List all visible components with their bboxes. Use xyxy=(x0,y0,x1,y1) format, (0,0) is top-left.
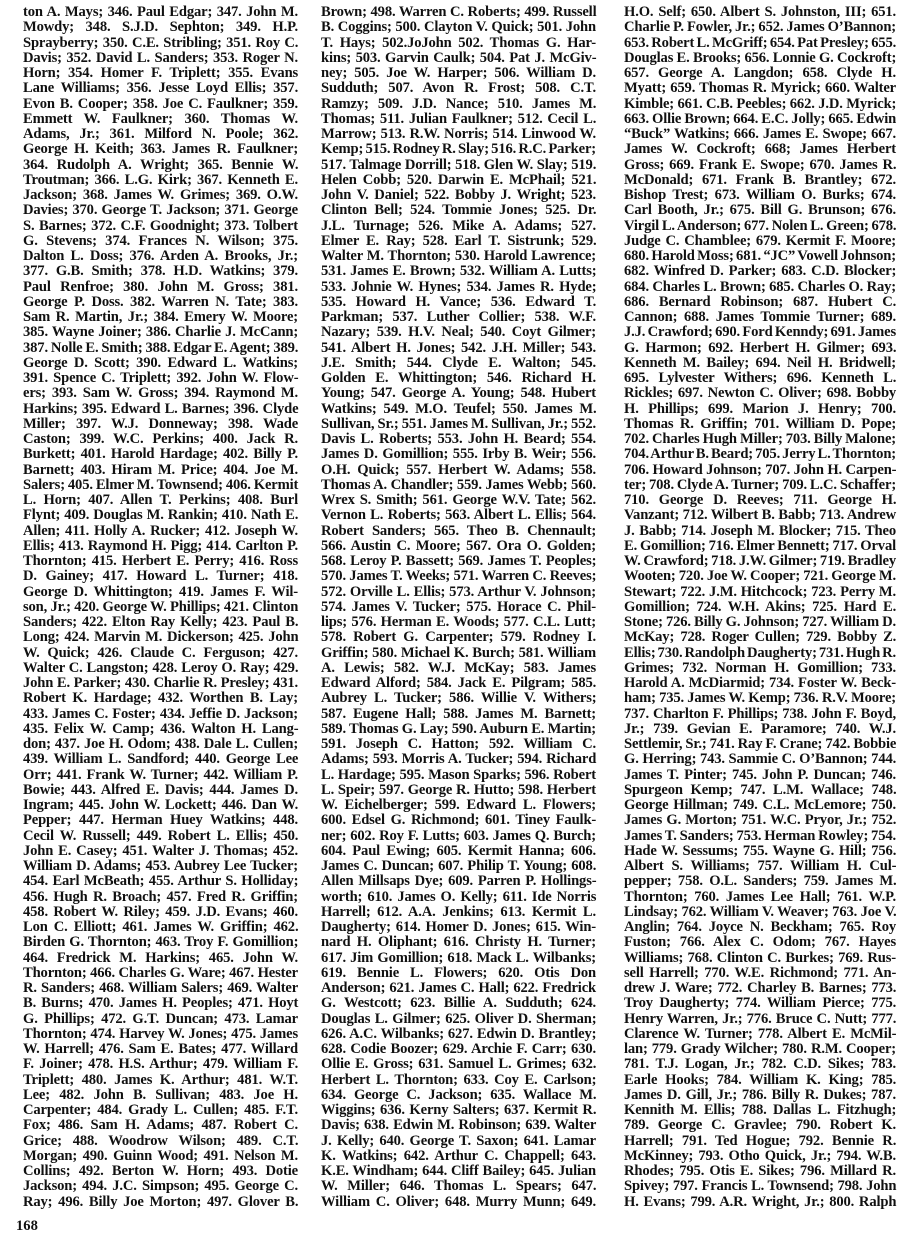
text-line: Ingram; 445. John W. Lockett; 446. Dan W. xyxy=(23,797,299,813)
text-line: Long; 424. Marvin M. Dickerson; 425. John xyxy=(23,629,299,646)
text-line: G. Herring; 743. Sammie C. O’Bannon; 744. xyxy=(624,751,897,768)
text-line: John E. Casey; 451. Walter J. Thomas; 452. xyxy=(23,842,298,859)
text-line: Wiggins; 636. Kerny Salters; 637. Kermit R. xyxy=(321,1102,597,1118)
text-line: 684. Charles L. Brown; 685. Charles O. Ray; xyxy=(624,278,896,295)
text-line: Rickles; 697. Newton C. Oliver; 698. Bobby xyxy=(624,385,897,402)
text-line: Carl Booth, Jr.; 675. Bill G. Brunson; 676. xyxy=(624,202,896,219)
text-line: Myatt; 659. Thomas R. Myrick; 660. Walter xyxy=(624,80,896,97)
text-line: 566. Austin C. Moore; 567. Ora O. Golden; xyxy=(321,537,596,554)
text-line: D. Gainey; 417. Howard L. Turner; 418. xyxy=(23,568,299,585)
text-line: Sanders; 422. Elton Ray Kelly; 423. Paul B. xyxy=(23,614,299,630)
text-line: 391. Spence C. Triplett; 392. John W. Flow- xyxy=(23,370,299,386)
text-line: Davies; 370. George T. Jackson; 371. George xyxy=(23,202,298,219)
text-line: Kimble; 661. C.B. Peebles; 662. J.D. Myrick; xyxy=(624,95,897,112)
text-line: 619. Bennie L. Flowers; 620. Otis Don xyxy=(321,964,596,981)
text-line: G. Phillips; 472. G.T. Duncan; 473. Lamar xyxy=(23,1010,298,1027)
text-line: K. Watkins; 642. Arthur C. Chappell; 643. xyxy=(321,1147,596,1164)
text-line: Walter C. Langston; 428. Leroy O. Ray; 429. xyxy=(23,659,299,676)
text-line: George H. Keith; 363. James R. Faulkner; xyxy=(23,141,299,158)
text-line: Orr; 441. Frank W. Turner; 442. William P. xyxy=(23,766,298,783)
text-line: Williams; 768. Clinton C. Burkes; 769. Rus- xyxy=(624,949,896,966)
text-line: L. Speir; 597. George R. Hutto; 598. Herbert xyxy=(321,781,596,798)
text-line: J.E. Smith; 544. Clyde E. Walton; 545. xyxy=(321,354,596,371)
text-line: 377. G.B. Smith; 378. H.D. Watkins; 379. xyxy=(23,263,298,280)
text-line: 589. Thomas G. Lay; 590. Auburn E. Martin; xyxy=(321,720,597,737)
text-line: James W. Cockroft; 668; James Herbert xyxy=(624,141,896,158)
text-line: 634. George C. Jackson; 635. Wallace M. xyxy=(321,1086,597,1103)
text-line: 458. Robert W. Riley; 459. J.D. Evans; 460. xyxy=(23,903,298,920)
text-line: Paul Renfroe; 380. John M. Gross; 381. xyxy=(23,278,298,295)
text-line: 454. Earl McBeath; 455. Arthur S. Holliday; xyxy=(23,873,299,890)
text-line: Horn; 354. Homer F. Triplett; 355. Evans xyxy=(23,65,299,81)
text-line: Sudduth; 507. Avon R. Frost; 508. C.T. xyxy=(321,80,596,97)
text-line: 653. Robert L. McGriff; 654. Pat Presley; 655. xyxy=(624,34,897,51)
text-line: Davis L. Roberts; 553. John H. Beard; 554. xyxy=(321,431,596,447)
page-number: 168 xyxy=(16,1218,38,1234)
text-line: Pepper; 447. Herman Huey Watkins; 448. xyxy=(23,812,298,829)
text-line: Davis; 352. David L. Sanders; 353. Roger N. xyxy=(23,49,298,66)
text-line: Wrex S. Smith; 561. George W.V. Tate; 562. xyxy=(321,492,596,508)
text-line: Spivey; 797. Francis L. Townsend; 798. John xyxy=(624,1178,897,1195)
text-line: 433. James C. Foster; 434. Jeffie D. Jackson; xyxy=(23,705,298,722)
text-line: William D. Adams; 453. Aubrey Lee Tucker; xyxy=(23,858,298,874)
text-line: 435. Felix W. Camp; 436. Walton H. Lang- xyxy=(23,720,299,737)
text-line: W. Quick; 426. Claude C. Ferguson; 427. xyxy=(23,644,299,661)
text-line: T. Hays; 502.JoJohn 502. Thomas G. Har- xyxy=(321,34,596,51)
text-line: 387. Nolle E. Smith; 388. Edgar E. Agent; 389. xyxy=(23,339,299,356)
text-line: Salers; 405. Elmer M. Townsend; 406. Kermit xyxy=(23,476,299,493)
text-line: F. Joiner; 478. H.S. Arthur; 479. William F. xyxy=(23,1056,299,1073)
text-line: Miller; 397. W.J. Donneway; 398. Wade xyxy=(23,415,299,432)
text-line: L. Horn; 407. Allen T. Perkins; 408. Burl xyxy=(23,492,298,508)
text-line: 385. Wayne Joiner; 386. Charlie J. McCann; xyxy=(23,324,299,341)
text-line: James T. Pinter; 745. John P. Duncan; 746. xyxy=(624,766,896,783)
text-line: 686. Bernard Robinson; 687. Hubert C. xyxy=(624,293,897,310)
text-line: Emmett W. Faulkner; 360. Thomas W. xyxy=(23,110,298,127)
text-line: K.E. Windham; 644. Cliff Bailey; 645. Julian xyxy=(321,1163,596,1179)
text-line: Thomas R. Griffin; 701. William D. Pope; xyxy=(624,415,897,432)
text-line: George D. Whittington; 419. James F. Wil- xyxy=(23,583,298,600)
text-line: Allen; 411. Holly A. Rucker; 412. Joseph W. xyxy=(23,522,298,539)
text-line: Herbert L. Thornton; 633. Coy E. Carlson; xyxy=(321,1071,597,1088)
text-line: W. Crawford; 718. J.W. Gilmer; 719. Bradley xyxy=(624,553,896,569)
text-line: 517. Talmage Dorrill; 518. Glen W. Slay; 519. xyxy=(321,156,597,173)
text-line: 702. Charles Hugh Miller; 703. Billy Malone; xyxy=(624,431,896,447)
text-line: Gomillion; 724. W.H. Akins; 725. Hard E. xyxy=(624,598,897,615)
text-line: 531. James E. Brown; 532. William A. Lutts; xyxy=(321,263,597,280)
text-line: George Hillman; 749. C.L. McLemore; 750. xyxy=(624,797,896,813)
text-line: Elmer E. Ray; 528. Earl T. Sistrunk; 529. xyxy=(321,232,597,249)
text-line: Earle Hooks; 784. William K. King; 785. xyxy=(624,1071,897,1088)
text-line: Troutman; 366. L.G. Kirk; 367. Kenneth E. xyxy=(23,171,298,188)
text-line: ney; 505. Joe W. Harper; 506. William D. xyxy=(321,65,597,81)
text-line: 533. Johnie W. Hynes; 534. James R. Hyde; xyxy=(321,278,597,295)
text-line: Virgil L. Anderson; 677. Nolen L. Green; 678. xyxy=(624,217,897,234)
text-line: ter; 708. Clyde A. Turner; 709. L.C. Schaffer; xyxy=(624,476,897,493)
text-line: 617. Jim Gomillion; 618. Mack L. Wilbanks; xyxy=(321,949,596,966)
text-line: McDonald; 671. Frank B. Brantley; 672. xyxy=(624,171,896,188)
text-line: Young; 547. George A. Young; 548. Hubert xyxy=(321,385,596,402)
text-line: 737. Charlton F. Phillips; 738. John F. Boyd, xyxy=(624,705,896,722)
text-line: Judge C. Chamblee; 679. Kermit F. Moore; xyxy=(624,232,896,249)
text-line: 535. Howard H. Vance; 536. Edward T. xyxy=(321,293,597,310)
text-line: Harrell; 791. Ted Hogue; 792. Bennie R. xyxy=(624,1132,897,1149)
text-line: Burkett; 401. Harold Hardage; 402. Billy P. xyxy=(23,446,298,463)
text-line: Albert S. Williams; 757. William H. Cul- xyxy=(624,858,897,874)
text-line: J. Kelly; 640. George T. Saxon; 641. Lamar xyxy=(321,1132,596,1149)
text-line: 364. Rudolph A. Wright; 365. Bennie W. xyxy=(23,156,299,173)
text-line: G. Westcott; 623. Billie A. Sudduth; 624. xyxy=(321,995,596,1012)
text-line: lips; 576. Herman E. Woods; 577. C.L. Lutt; xyxy=(321,614,596,630)
text-line: George D. Scott; 390. Edward L. Watkins; xyxy=(23,354,298,371)
text-line: 572. Orville L. Ellis; 573. Arthur V. Johnson; xyxy=(321,583,596,600)
text-column-3 xyxy=(624,5,896,1210)
text-line: McKay; 728. Roger Cullen; 729. Bobby Z. xyxy=(624,629,897,646)
text-line: Jackson; 494. J.C. Simpson; 495. George C. xyxy=(23,1178,298,1195)
text-line: 587. Eugene Hall; 588. James M. Barnett; xyxy=(321,705,596,722)
text-line: don; 437. Joe H. Odom; 438. Dale L. Cullen; xyxy=(23,736,299,752)
text-line: Collins; 492. Berton W. Horn; 493. Dotie xyxy=(23,1163,298,1179)
text-line: Marrow; 513. R.W. Norris; 514. Linwood W. xyxy=(321,126,596,142)
text-line: Walter M. Thornton; 530. Harold Lawrence; xyxy=(321,248,596,264)
text-line: Jackson; 368. James W. Grimes; 369. O.W. xyxy=(23,187,298,203)
text-line: Anderson; 621. James C. Hall; 622. Fredrick xyxy=(321,980,596,996)
text-line: Jr.; 739. Gevian E. Paramore; 740. W.J. xyxy=(624,720,896,737)
text-line: 591. Joseph C. Hatton; 592. William C. xyxy=(321,736,597,752)
text-line: James D. Gomillion; 555. Irby B. Weir; 556. xyxy=(321,446,596,463)
text-line: 663. Ollie Brown; 664. E.C. Jolly; 665. Edwin xyxy=(624,110,897,127)
text-line: J. Babb; 714. Joseph M. Blocker; 715. Theo xyxy=(624,522,896,539)
text-line: Caston; 399. W.C. Perkins; 400. Jack R. xyxy=(23,431,298,447)
text-line: Settlemir, Sr.; 741. Ray F. Crane; 742. Bobbie xyxy=(624,736,897,752)
text-line: Nazary; 539. H.V. Neal; 540. Coyt Gilmer; xyxy=(321,324,597,341)
text-line: L. Hardage; 595. Mason Sparks; 596. Robert xyxy=(321,766,596,783)
text-line: 600. Edsel G. Richmond; 601. Tiney Faulk- xyxy=(321,812,597,829)
text-line: James C. Duncan; 607. Philip T. Young; 608. xyxy=(321,858,597,874)
text-line: Brown; 498. Warren C. Roberts; 499. Russell xyxy=(321,4,597,20)
text-line: 570. James T. Weeks; 571. Warren C. Reeves; xyxy=(321,568,597,585)
text-line: ton A. Mays; 346. Paul Edgar; 347. John M. xyxy=(23,4,298,20)
text-line: Bowie; 443. Alfred E. Davis; 444. James D. xyxy=(23,781,298,798)
text-line: Henry Warren, Jr.; 776. Bruce C. Nutt; 777. xyxy=(624,1010,897,1027)
text-line: 781. T.J. Logan, Jr.; 782. C.D. Sikes; 783. xyxy=(624,1056,896,1073)
text-line: 680. Harold Moss; 681. “JC” Vowell Johnson; xyxy=(624,248,896,264)
text-line: sell Harrell; 770. W.E. Richmond; 771. An- xyxy=(624,964,897,981)
text-line: J.J. Crawford; 690. Ford Kenndy; 691. James xyxy=(624,324,896,341)
text-line: Lee; 482. John B. Sullivan; 483. Joe H. xyxy=(23,1086,298,1103)
text-line: Parkman; 537. Luther Collier; 538. W.F. xyxy=(321,309,596,325)
text-line: Stewart; 722. J.M. Hitchcock; 723. Perry M. xyxy=(624,583,896,600)
text-line: Ellis; 413. Raymond H. Pigg; 414. Carlton P. xyxy=(23,537,298,554)
text-line: ner; 602. Roy F. Lutts; 603. James Q. Burch; xyxy=(321,827,596,844)
text-line: W. Harrell; 476. Sam E. Bates; 477. Willard xyxy=(23,1041,298,1057)
text-line: Lindsay; 762. William V. Weaver; 763. Joe V. xyxy=(624,903,897,920)
text-line: Thomas A. Chandler; 559. James Webb; 560. xyxy=(321,476,596,493)
text-line: James D. Gill, Jr.; 786. Billy R. Dukes; 787. xyxy=(624,1086,896,1103)
text-line: 657. George A. Langdon; 658. Clyde H. xyxy=(624,65,896,81)
text-line: Kennith M. Ellis; 788. Dallas L. Fitzhugh; xyxy=(624,1102,897,1118)
text-line: Mowdy; 348. S.J.D. Sephton; 349. H.P. xyxy=(23,19,298,36)
text-line: Daugherty; 614. Homer D. Jones; 615. Win- xyxy=(321,919,596,935)
text-line: lan; 779. Grady Wilcher; 780. R.M. Cooper; xyxy=(624,1041,896,1057)
text-column-1 xyxy=(23,5,298,1210)
text-line: Ollie E. Gross; 631. Samuel L. Grimes; 632. xyxy=(321,1056,597,1073)
text-line: Rhodes; 795. Otis E. Sikes; 796. Millard R. xyxy=(624,1163,896,1179)
text-line: Thomas; 511. Julian Faulkner; 512. Cecil L. xyxy=(321,110,597,127)
text-line: Thornton; 474. Harvey W. Jones; 475. James xyxy=(23,1025,299,1042)
text-line: Douglas L. Gilmer; 625. Oliver D. Sherman; xyxy=(321,1010,597,1027)
text-line: Vernon L. Roberts; 563. Albert L. Ellis; 564. xyxy=(321,507,596,524)
text-column-2 xyxy=(321,5,596,1210)
text-line: worth; 610. James O. Kelly; 611. Ide Norris xyxy=(321,888,597,905)
text-line: 541. Albert H. Jones; 542. J.H. Miller; 543. xyxy=(321,339,596,356)
text-line: kins; 503. Garvin Caulk; 504. Pat J. McGiv- xyxy=(321,49,597,66)
text-line: Sprayberry; 350. C.E. Stribling; 351. Roy C. xyxy=(23,34,299,51)
text-line: Watkins; 549. M.O. Teufel; 550. James M. xyxy=(321,400,597,417)
text-line: 628. Codie Boozer; 629. Archie F. Carr; 630. xyxy=(321,1041,596,1057)
text-line: Allen Millsaps Dye; 609. Parren P. Hollings- xyxy=(321,873,597,890)
text-line: Wooten; 720. Joe W. Cooper; 721. George M. xyxy=(624,568,896,585)
text-line: Grice; 488. Woodrow Wilson; 489. C.T. xyxy=(23,1132,299,1149)
text-line: Golden E. Whittington; 546. Richard H. xyxy=(321,370,596,386)
text-line: Gross; 669. Frank E. Swope; 670. James R. xyxy=(624,156,897,173)
text-line: Fox; 486. Sam H. Adams; 487. Robert C. xyxy=(23,1117,298,1134)
text-line: Kenneth M. Bailey; 694. Neil H. Bridwell; xyxy=(624,354,896,371)
text-line: Charlie P. Fowler, Jr.; 652. James O’Bannon; xyxy=(624,19,896,36)
text-line: Clarence W. Turner; 778. Albert E. McMil- xyxy=(624,1025,897,1042)
text-line: ers; 393. Sam W. Gross; 394. Raymond M. xyxy=(23,385,298,402)
text-line: W. Eichelberger; 599. Edward L. Flowers; xyxy=(321,797,596,813)
text-line: Thornton; 760. James Lee Hall; 761. W.P. xyxy=(624,888,896,905)
text-line: pepper; 758. O.L. Sanders; 759. James M. xyxy=(624,873,897,890)
text-line: Cannon; 688. James Tommie Turner; 689. xyxy=(624,309,896,325)
text-line: John E. Parker; 430. Charlie R. Presley; 431. xyxy=(23,675,298,691)
text-line: John V. Daniel; 522. Bobby J. Wright; 523. xyxy=(321,187,596,203)
text-line: Birden G. Thornton; 463. Troy F. Gomillion; xyxy=(23,934,299,951)
text-line: Kemp; 515. Rodney R. Slay; 516. R.C. Parker; xyxy=(321,141,596,158)
text-line: 456. Hugh R. Broach; 457. Fred R. Griffin; xyxy=(23,888,298,905)
text-line: Evon B. Cooper; 358. Joe C. Faulkner; 359. xyxy=(23,95,298,112)
text-line: Clinton Bell; 524. Tommie Jones; 525. Dr. xyxy=(321,202,597,219)
text-line: Hade W. Sessums; 755. Wayne G. Hill; 756. xyxy=(624,842,897,859)
text-line: B. Coggins; 500. Clayton V. Quick; 501. John xyxy=(321,19,596,36)
text-line: Cecil W. Russell; 449. Robert L. Ellis; 450. xyxy=(23,827,299,844)
text-line: R. Sanders; 468. William Salers; 469. Walter xyxy=(23,980,299,996)
text-line: 604. Paul Ewing; 605. Kermit Hanna; 606. xyxy=(321,842,596,859)
text-line: ham; 735. James W. Kemp; 736. R.V. Moore; xyxy=(624,690,896,707)
text-line: Harold A. McDiarmid; 734. Foster W. Beck- xyxy=(624,675,896,691)
text-line: Vanzant; 712. Wilbert B. Babb; 713. Andrew xyxy=(624,507,896,524)
text-line: Flynt; 409. Douglas M. Rankin; 410. Nath E. xyxy=(23,507,299,524)
text-line: G. Harmon; 692. Herbert H. Gilmer; 693. xyxy=(624,339,897,356)
text-line: 706. Howard Johnson; 707. John H. Carpen- xyxy=(624,461,897,478)
text-line: Thornton; 466. Charles G. Ware; 467. Hester xyxy=(23,964,298,981)
text-line: Lane Williams; 356. Jesse Loyd Ellis; 357. xyxy=(23,80,299,97)
text-line: Edward Alford; 584. Jack E. Pilgram; 585. xyxy=(321,675,597,691)
text-line: McKinney; 793. Otho Quick, Jr.; 794. W.B. xyxy=(624,1147,896,1164)
text-line: Carpenter; 484. Grady L. Cullen; 485. F.T. xyxy=(23,1102,299,1118)
text-line: Morgan; 490. Guinn Wood; 491. Nelson M. xyxy=(23,1147,298,1164)
text-line: Stone; 726. Billy G. Johnson; 727. William D. xyxy=(624,614,896,630)
text-line: G. Stevens; 374. Frances N. Wilson; 375. xyxy=(23,232,298,249)
text-line: James G. Morton; 751. W.C. Pryor, Jr.; 752. xyxy=(624,812,897,829)
text-line: Sam R. Martin, Jr.; 384. Emery W. Moore; xyxy=(23,309,298,325)
text-line: “Buck” Watkins; 666. James E. Swope; 667. xyxy=(624,126,897,142)
text-line: Grimes; 732. Norman H. Gomillion; 733. xyxy=(624,659,896,676)
text-line: E. Gomillion; 716. Elmer Bennett; 717. Orval xyxy=(624,537,896,554)
text-line: 710. George D. Reeves; 711. George H. xyxy=(624,492,897,508)
text-line: H. Evans; 799. A.R. Wright, Jr.; 800. Ralph xyxy=(624,1193,897,1210)
text-line: A. Lewis; 582. W.J. McKay; 583. James xyxy=(321,659,596,676)
text-line: W. Miller; 646. Thomas L. Spears; 647. xyxy=(321,1178,597,1195)
text-line: 682. Winfred D. Parker; 683. C.D. Blocker; xyxy=(624,263,897,280)
text-line: Lon C. Elliott; 461. James W. Griffin; 462. xyxy=(23,919,299,935)
text-line: 695. Lylvester Withers; 696. Kenneth L. xyxy=(624,370,897,386)
text-line: O.H. Quick; 557. Herbert W. Adams; 558. xyxy=(321,461,596,478)
text-line: Adams; 593. Morris A. Tucker; 594. Richard xyxy=(321,751,597,768)
text-line: Douglas E. Brooks; 656. Lonnie G. Cockroft; xyxy=(624,49,897,66)
text-line: George P. Doss. 382. Warren N. Tate; 383. xyxy=(23,293,298,310)
text-line: Adams, Jr.; 361. Milford N. Poole; 362. xyxy=(23,126,299,142)
text-line: 464. Fredrick M. Harkins; 465. John W. xyxy=(23,949,298,966)
text-line: 568. Leroy P. Bassett; 569. James T. Peoples; xyxy=(321,553,597,569)
text-line: 578. Robert G. Carpenter; 579. Rodney I. xyxy=(321,629,596,646)
text-line: Harkins; 395. Edward L. Barnes; 396. Clyde xyxy=(23,400,299,417)
text-line: James T. Sanders; 753. Herman Rowley; 754. xyxy=(624,827,896,844)
text-line: 704. Arthur B. Beard; 705. Jerry L. Thornton; xyxy=(624,446,896,463)
text-line: 626. A.C. Wilbanks; 627. Edwin D. Brantley; xyxy=(321,1025,597,1042)
text-line: Aubrey L. Tucker; 586. Willie V. Withers; xyxy=(321,690,597,707)
text-line: Triplett; 480. James K. Arthur; 481. W.T. xyxy=(23,1071,298,1088)
text-line: Spurgeon Kemp; 747. L.M. Wallace; 748. xyxy=(624,781,897,798)
text-line: drew J. Ware; 772. Charley B. Barnes; 773. xyxy=(624,980,897,996)
text-line: Davis; 638. Edwin M. Robinson; 639. Walter xyxy=(321,1117,597,1134)
text-line: Ellis; 730. Randolph Daugherty; 731. Hugh R. xyxy=(624,644,896,661)
text-line: Thornton; 415. Herbert E. Perry; 416. Ross xyxy=(23,553,298,569)
text-line: Harrell; 612. A.A. Jenkins; 613. Kermit L. xyxy=(321,903,596,920)
text-line: B. Burns; 470. James H. Peoples; 471. Hoyt xyxy=(23,995,299,1012)
text-line: nard H. Oliphant; 616. Christy H. Turner; xyxy=(321,934,596,951)
text-line: H.O. Self; 650. Albert S. Johnston, III; 651. xyxy=(624,4,897,20)
text-line: J.L. Turnage; 526. Mike A. Adams; 527. xyxy=(321,217,597,234)
text-line: Dalton L. Doss; 376. Arden A. Brooks, Jr.; xyxy=(23,248,298,264)
text-line: Anglin; 764. Joyce N. Beckham; 765. Roy xyxy=(624,919,896,935)
text-line: S. Barnes; 372. C.F. Goodnight; 373. Tolbert xyxy=(23,217,298,234)
text-line: H. Phillips; 699. Marion J. Henry; 700. xyxy=(624,400,896,417)
text-line: 789. George C. Gravlee; 790. Robert K. xyxy=(624,1117,896,1134)
text-line: Robert K. Hardage; 432. Worthen B. Lay; xyxy=(23,690,298,707)
text-line: 439. William L. Sandford; 440. George Lee xyxy=(23,751,299,768)
text-line: William C. Oliver; 648. Murry Munn; 649. xyxy=(321,1193,596,1210)
text-line: 574. James V. Tucker; 575. Horace C. Phil- xyxy=(321,598,596,615)
text-line: son, Jr.; 420. George W. Phillips; 421. Clinton xyxy=(23,598,299,615)
text-line: Bishop Trest; 673. William O. Burks; 674. xyxy=(624,187,897,203)
text-line: Ray; 496. Billy Joe Morton; 497. Glover B. xyxy=(23,1193,299,1210)
text-line: Sullivan, Sr.; 551. James M. Sullivan, Jr.; 552. xyxy=(321,415,596,432)
text-line: Griffin; 580. Michael K. Burch; 581. William xyxy=(321,644,596,661)
text-line: Troy Daugherty; 774. William Pierce; 775. xyxy=(624,995,897,1012)
text-line: Helen Cobb; 520. Darwin E. McPhail; 521. xyxy=(321,171,597,188)
text-line: Barnett; 403. Hiram M. Price; 404. Joe M. xyxy=(23,461,298,478)
text-line: Fuston; 766. Alex C. Odom; 767. Hayes xyxy=(624,934,896,951)
text-line: Robert Sanders; 565. Theo B. Chennault; xyxy=(321,522,597,539)
text-line: Ramzy; 509. J.D. Nance; 510. James M. xyxy=(321,95,597,112)
